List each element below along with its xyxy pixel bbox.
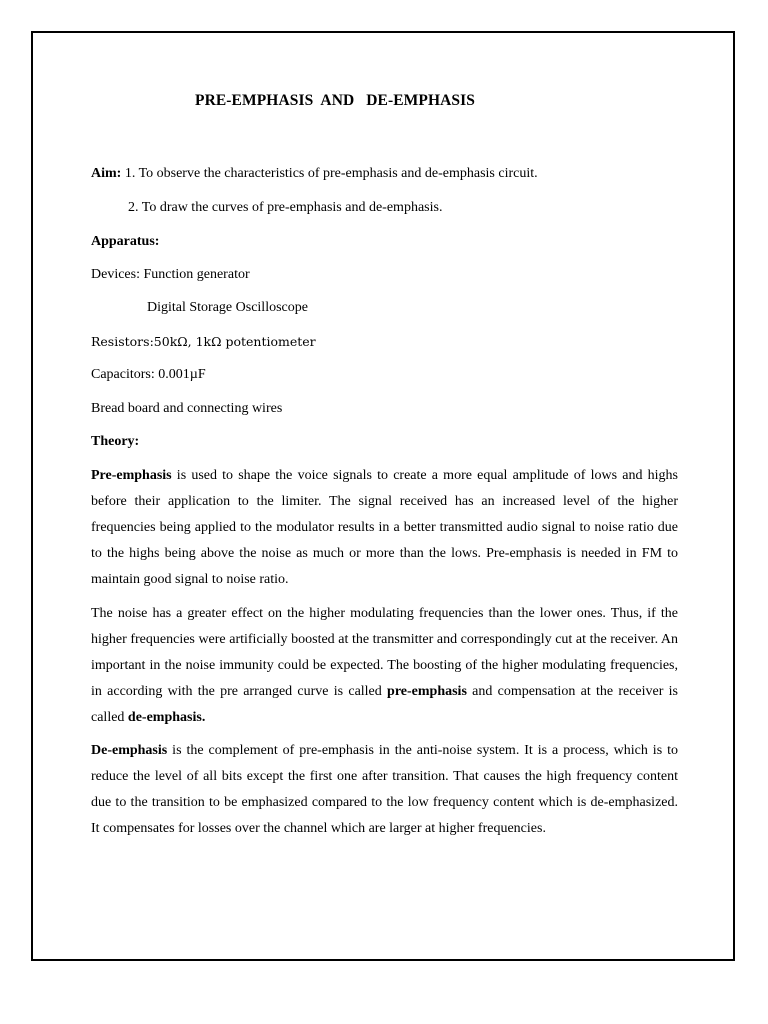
pre-emphasis-term: Pre-emphasis bbox=[91, 468, 172, 483]
theory-paragraph-2-text-a: The noise has a greater effect on the higher modulating frequencies than the lower ones. Thus, if the higher frequencies were artificially boosted at the transmitter and correspondingly cut at the receiver. An important in the noise immunity could be expected. The boosting of the higher modulating frequencies, in according with the pre arranged curve is called bbox=[91, 606, 678, 699]
aim-label: Aim: bbox=[91, 166, 122, 181]
page-title: PRE-EMPHASIS AND DE-EMPHASIS bbox=[195, 92, 475, 109]
apparatus-heading-text: Apparatus: bbox=[91, 234, 160, 249]
de-emphasis-term-2: de-emphasis. bbox=[127, 710, 206, 725]
apparatus-devices-2: Digital Storage Oscilloscope bbox=[147, 300, 308, 315]
apparatus-devices: Devices: Function generator bbox=[91, 267, 250, 282]
pre-emphasis-term-2: pre-emphasis bbox=[387, 684, 467, 699]
theory-paragraph-1-text: is used to shape the voice signals to create a more equal amplitude of lows and highs before their application to the limiter. The signal received has an increased level of the higher frequencies being applied to the modulator results in a better transmitted audio signal to noise ratio due to the highs being above the noise as much or more than the lows. Pre-emphasis is needed in FM to maintain good signal to noise ratio. bbox=[91, 468, 678, 587]
apparatus-resistors: Resistors:50kΩ, 1kΩ potentiometer bbox=[91, 334, 316, 349]
aim-item-2: 2. To draw the curves of pre-emphasis and de-emphasis. bbox=[128, 200, 443, 215]
theory-paragraph-1 bbox=[91, 463, 678, 593]
theory-paragraph-3-text: is the complement of pre-emphasis in the anti-noise system. It is a process, which is to reduce the level of all bits except the first one after transition. That causes the high frequency content due to the transition to be emphasized compared to the low frequency content which is de-emphasized. It compensates for losses over the channel which are larger at higher frequencies. bbox=[91, 743, 678, 836]
theory-heading-text: Theory: bbox=[91, 434, 140, 449]
theory-paragraph-3 bbox=[91, 738, 678, 842]
apparatus-capacitors: Capacitors: 0.001µF bbox=[91, 367, 206, 382]
apparatus-heading bbox=[91, 234, 159, 250]
aim-line-1 bbox=[91, 166, 538, 182]
theory-heading bbox=[91, 434, 139, 450]
theory-paragraph-2-text-b: and compensation at the receiver is called bbox=[91, 684, 678, 725]
aim-item-1: 1. To observe the characteristics of pre-emphasis and de-emphasis circuit. bbox=[121, 166, 538, 181]
de-emphasis-term: De-emphasis bbox=[91, 743, 168, 758]
apparatus-bread-board: Bread board and connecting wires bbox=[91, 401, 283, 416]
theory-paragraph-2 bbox=[91, 601, 678, 731]
